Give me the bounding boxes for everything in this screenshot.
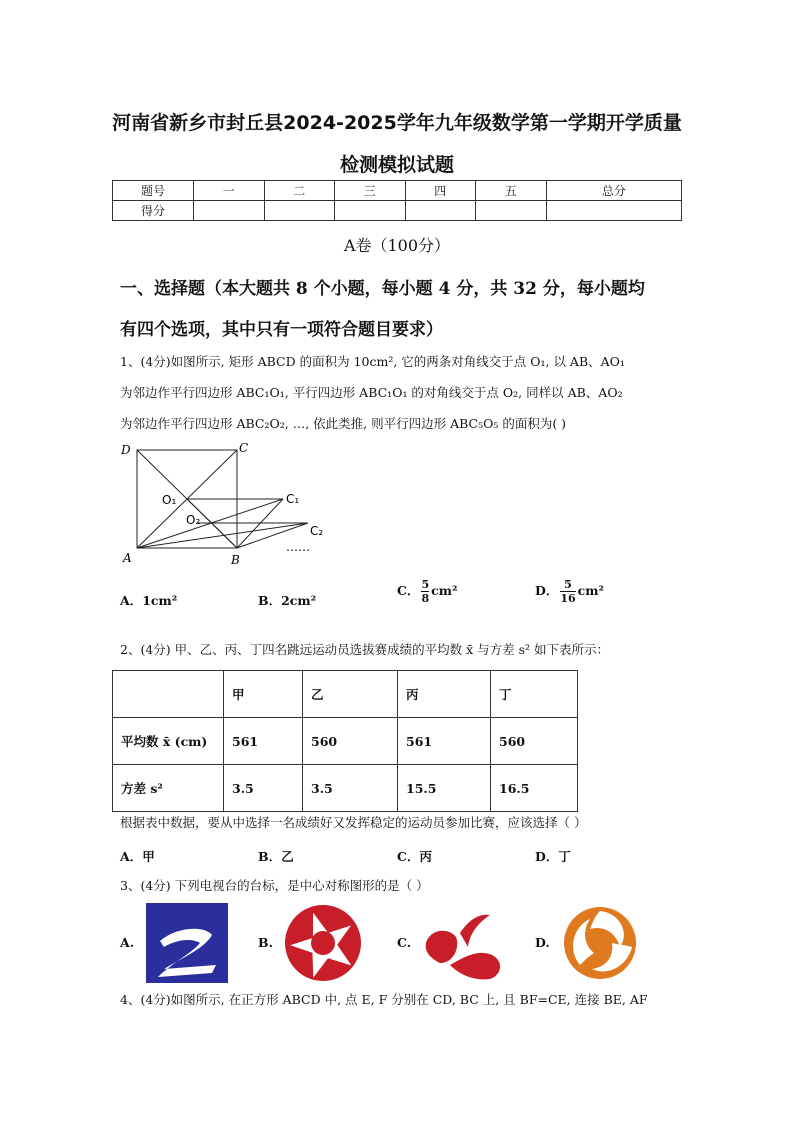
label-c2: C₂ <box>310 524 324 538</box>
section-heading-line2: 有四个选项，其中只有一项符合题目要求） <box>120 320 443 340</box>
score-header-cell: 总分 <box>546 181 682 201</box>
option-letter: C． <box>397 583 420 598</box>
score-cell[interactable] <box>264 201 335 221</box>
q1-line1: 1、(4分)如图所示, 矩形 ABCD 的面积为 10cm², 它的两条对角线交于点 O₁, 以 AB、AO₁ <box>120 354 625 369</box>
score-header-cell: 二 <box>264 181 335 201</box>
tv-logo-d-icon <box>560 903 640 983</box>
label-o1: O₁ <box>162 493 177 507</box>
table-cell: 560 <box>303 718 398 765</box>
q1-line3: 为邻边作平行四边形 ABC₂O₂, …, 依此类推, 则平行四边形 ABC₅O₅ 的面积为( ) <box>120 416 567 431</box>
score-table <box>112 180 682 221</box>
table-row <box>113 718 578 765</box>
score-header-row <box>113 181 682 201</box>
q2-option-d[interactable]: D．丁 <box>535 849 571 864</box>
table-row <box>113 765 578 812</box>
score-cell[interactable] <box>476 201 547 221</box>
q2-follow: 根据表中数据，要从中选择一名成绩好又发挥稳定的运动员参加比赛，应该选择（ ） <box>120 815 587 830</box>
q2-table <box>112 670 578 812</box>
table-cell: 561 <box>398 718 491 765</box>
score-header-cell: 三 <box>335 181 406 201</box>
table-cell: 甲 <box>224 671 303 718</box>
exam-title-line1: 河南省新乡市封丘县2024-2025学年九年级数学第一学期开学质量 <box>112 112 682 134</box>
fraction <box>421 578 429 605</box>
label-dots: …… <box>286 540 310 554</box>
q3-option-a[interactable]: A. <box>120 935 135 950</box>
tv-logo-a-icon <box>146 903 228 983</box>
score-header-cell: 五 <box>476 181 547 201</box>
table-cell: 561 <box>224 718 303 765</box>
q4-line1: 4、(4分)如图所示, 在正方形 ABCD 中, 点 E, F 分别在 CD, BC 上, 且 BF=CE, 连接 BE, AF <box>120 992 648 1007</box>
table-cell: 16.5 <box>491 765 578 812</box>
q2-option-c[interactable]: C．丙 <box>397 849 432 864</box>
q1-figure <box>115 438 345 573</box>
exam-title-line2: 检测模拟试题 <box>339 154 454 176</box>
table-cell: 丙 <box>398 671 491 718</box>
unit: cm² <box>577 583 604 598</box>
table-cell: 560 <box>491 718 578 765</box>
q1-option-d[interactable] <box>535 578 604 605</box>
denominator: 16 <box>560 592 576 605</box>
q3-option-b[interactable]: B. <box>258 935 273 950</box>
score-header-cell: 题号 <box>113 181 194 201</box>
q1-line2: 为邻边作平行四边形 ABC₁O₁, 平行四边形 ABC₁O₁ 的对角线交于点 O₂, 同样以 AB、AO₂ <box>120 385 623 400</box>
numerator: 5 <box>564 578 572 591</box>
section-heading-line1: 一、选择题（本大题共 8 个小题，每小题 4 分，共 32 分，每小题均 <box>120 279 645 299</box>
score-cell[interactable] <box>546 201 682 221</box>
q3-stem: 3、(4分) 下列电视台的台标，是中心对称图形的是（ ） <box>120 878 429 893</box>
q1-option-b[interactable]: B．2cm² <box>258 593 317 608</box>
score-row-label: 得分 <box>113 201 194 221</box>
table-cell: 方差 s² <box>113 765 224 812</box>
score-header-cell: 一 <box>194 181 265 201</box>
score-cell[interactable] <box>335 201 406 221</box>
diagonal-ac2 <box>137 523 308 548</box>
table-cell <box>113 671 224 718</box>
tv-logo-c-icon <box>420 903 510 983</box>
label-c: C <box>239 441 249 455</box>
q1-option-c[interactable] <box>397 578 457 605</box>
numerator: 5 <box>421 578 430 591</box>
q2-option-b[interactable]: B．乙 <box>258 849 294 864</box>
score-input-row <box>113 201 682 221</box>
fraction <box>560 578 575 605</box>
q2-stem: 2、(4分) 甲、乙、丙、丁四名跳远运动员选拔赛成绩的平均数 x̄ 与方差 s² 如下表所示： <box>120 642 610 657</box>
table-row <box>113 671 578 718</box>
tv-logo-b-icon <box>283 903 363 983</box>
table-cell: 乙 <box>303 671 398 718</box>
score-cell[interactable] <box>194 201 265 221</box>
table-cell: 丁 <box>491 671 578 718</box>
table-cell: 15.5 <box>398 765 491 812</box>
q2-option-a[interactable]: A．甲 <box>120 849 155 864</box>
option-letter: D． <box>535 583 559 598</box>
table-cell: 3.5 <box>303 765 398 812</box>
q3-option-d[interactable]: D. <box>535 935 550 950</box>
score-cell[interactable] <box>405 201 476 221</box>
q1-option-a[interactable]: A．1cm² <box>120 593 178 608</box>
unit: cm² <box>431 583 458 598</box>
table-cell: 平均数 x̄ (cm) <box>113 718 224 765</box>
q3-option-c[interactable]: C. <box>397 935 412 950</box>
label-b: B <box>231 553 240 567</box>
table-cell: 3.5 <box>224 765 303 812</box>
score-header-cell: 四 <box>405 181 476 201</box>
label-a: A <box>123 551 132 565</box>
part-label: A卷（100分） <box>343 236 451 255</box>
label-c1: C₁ <box>286 492 300 506</box>
label-d: D <box>121 443 131 457</box>
label-o2: O₂ <box>186 513 201 527</box>
denominator: 8 <box>421 592 430 605</box>
